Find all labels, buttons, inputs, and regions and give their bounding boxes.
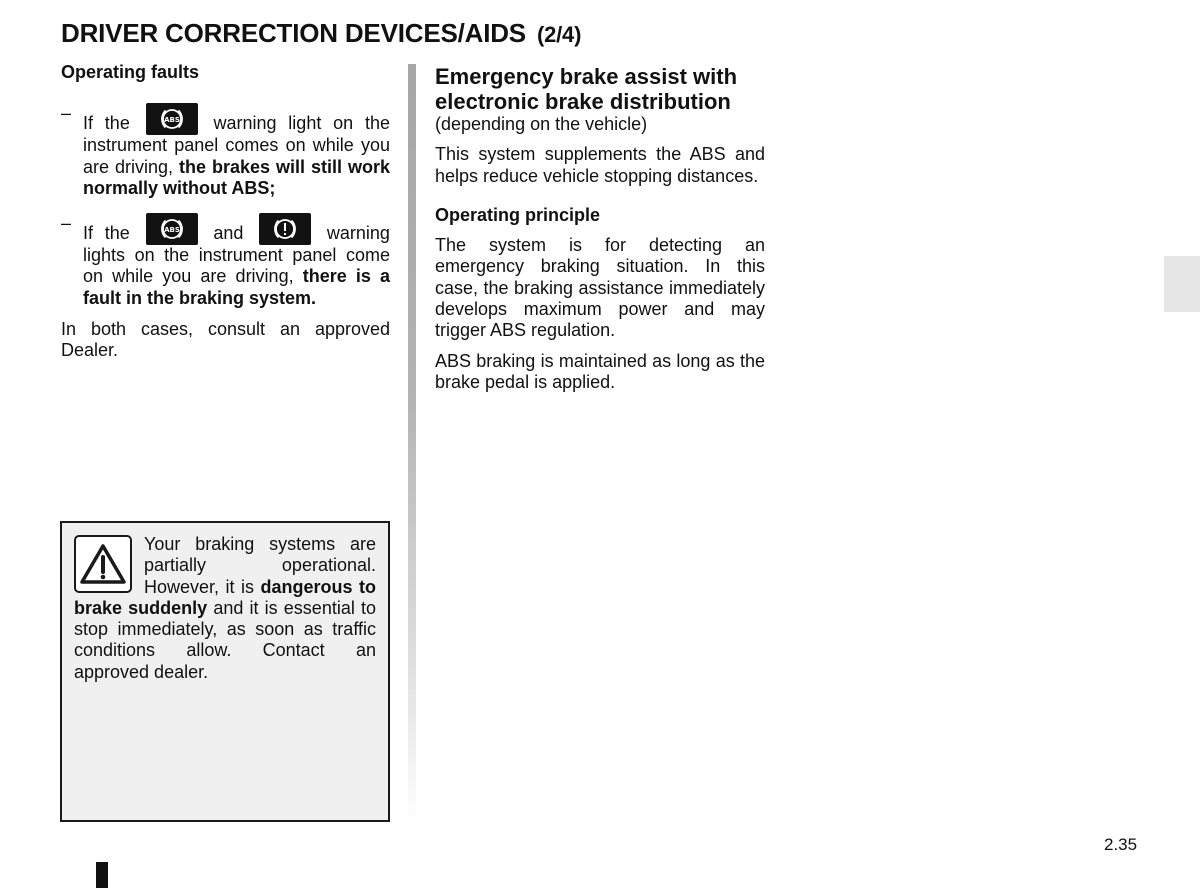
- corner-mark: [96, 862, 108, 888]
- brake-warning-light-icon: [259, 213, 311, 245]
- fault-item-emphasis: there is a fault in the braking system.: [83, 266, 390, 308]
- warning-text: and it is essential to stop immediately, as soon as traffic conditions allow. Contact an approved dealer.: [74, 597, 376, 682]
- fault-item-text: warning lights on the instrument panel come on while you are driving,: [83, 223, 390, 287]
- fault-item-text: If the: [83, 113, 130, 134]
- section-title: Emergency brake assist with electronic brake distribution: [435, 64, 738, 114]
- fault-item-abs: [61, 103, 390, 199]
- page-title: [61, 18, 581, 49]
- warning-triangle-icon: [74, 535, 132, 593]
- fault-item-text: If the: [83, 223, 130, 244]
- operating-faults-section: [61, 62, 390, 362]
- abs-warning-light-icon: [146, 213, 198, 245]
- principle-paragraph: The system is for detecting an emergency braking situation. In this case, the braking assistance immediately develops maximum power and may trigger ABS regulation.: [435, 235, 765, 341]
- fault-item-abs-and-brake: [61, 213, 390, 309]
- section-subtitle: (depending on the vehicle): [435, 114, 648, 134]
- fault-item-text: warning light on the instrument panel comes on while you are driving,: [83, 113, 390, 177]
- abs-note-paragraph: ABS braking is maintained as long as the brake pedal is applied.: [435, 350, 765, 392]
- warning-emphasis: dangerous to brake suddenly: [74, 576, 376, 618]
- operating-faults-heading: Operating faults: [61, 62, 200, 82]
- list-dash: –: [61, 103, 72, 124]
- svg-text:ABS: ABS: [163, 226, 180, 235]
- intro-paragraph: This system supplements the ABS and helps reduce vehicle stopping distances.: [435, 144, 765, 186]
- list-dash: –: [61, 213, 72, 234]
- fault-item-text: and: [213, 223, 244, 244]
- warning-text: Your braking systems are partially operational. However, it is: [144, 534, 376, 597]
- chapter-tab: [1164, 256, 1200, 312]
- page-number: 2.35: [1104, 835, 1138, 854]
- page-title-suffix: (2/4): [536, 22, 582, 47]
- warning-box: [60, 521, 390, 822]
- svg-text:ABS: ABS: [163, 116, 180, 125]
- fault-item-emphasis: the brakes will still work normally without ABS;: [83, 156, 390, 198]
- operating-principle-heading: Operating principle: [435, 204, 601, 225]
- page-title-text: DRIVER CORRECTION DEVICES/AIDS: [61, 18, 526, 48]
- emergency-brake-assist-section: [435, 62, 765, 402]
- abs-warning-light-icon: [146, 103, 198, 135]
- consult-dealer-note: In both cases, consult an approved Dealer.: [61, 319, 390, 361]
- column-divider: [408, 64, 416, 824]
